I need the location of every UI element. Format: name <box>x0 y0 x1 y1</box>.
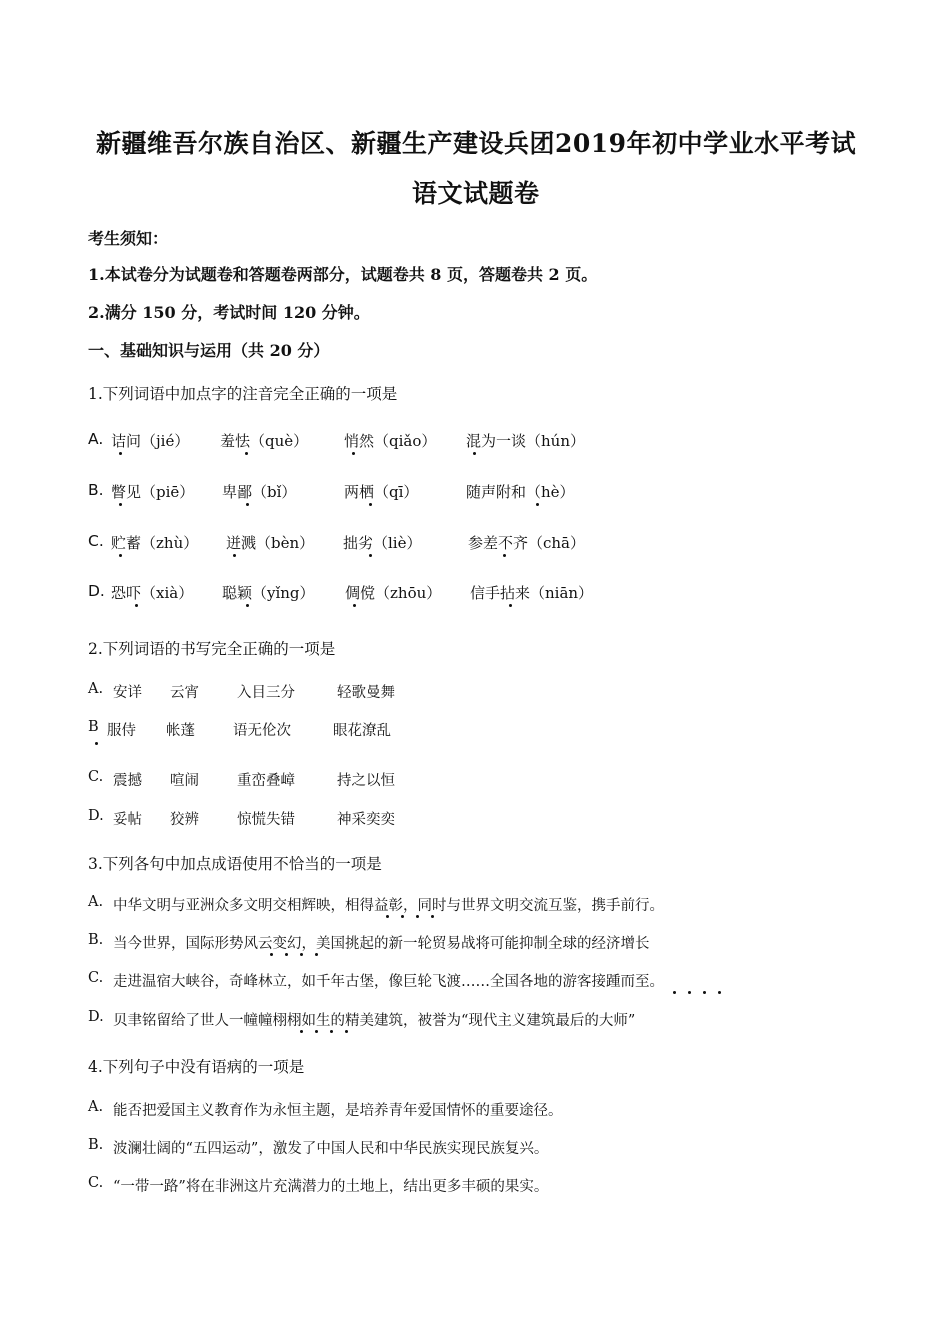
question-2-stem: 2.下列词语的书写完全正确的一项是 <box>88 640 336 658</box>
section-1-heading: 一、基础知识与运用（共 20 分） <box>88 341 330 360</box>
emphasis-dot <box>246 604 249 607</box>
notice-item-2: 2.满分 150 分，考试时间 120 分钟。 <box>88 303 370 322</box>
option-letter: B <box>88 719 99 735</box>
option-letter: C. <box>88 1175 104 1191</box>
question-1-stem: 1.下列词语中加点字的注音完全正确的一项是 <box>88 385 398 403</box>
option-item: 恐吓（xià） <box>111 584 194 602</box>
option-letter: C. <box>88 970 104 986</box>
emphasis-dot <box>369 554 372 557</box>
emphasis-dot <box>345 1030 348 1033</box>
option-item: 混为一谈（hún） <box>466 432 585 450</box>
emphasis-dot <box>536 503 539 506</box>
option-letter: A. <box>88 894 104 910</box>
exam-title-line2: 语文试题卷 <box>412 179 540 208</box>
emphasis-dot <box>353 604 356 607</box>
option-item: 重峦叠嶂 <box>237 773 295 789</box>
option-item: 卑鄙（bǐ） <box>222 483 297 501</box>
option-letter: D. <box>88 808 104 824</box>
option-item: 羞怯（què） <box>220 432 309 450</box>
emphasis-dot <box>386 915 389 918</box>
option-text: 当今世界，国际形势风云变幻，美国挑起的新一轮贸易战将可能抑制全球的经济增长 <box>113 936 650 952</box>
option-letter: A. <box>88 1099 104 1115</box>
question-3-stem: 3.下列各句中加点成语使用不恰当的一项是 <box>88 855 382 873</box>
option-item: 诘问（jié） <box>111 432 190 450</box>
notice-item-1: 1.本试卷分为试题卷和答题卷两部分，试题卷共 8 页，答题卷共 2 页。 <box>88 265 598 284</box>
emphasis-dot <box>300 1030 303 1033</box>
emphasis-dot <box>509 604 512 607</box>
emphasis-dot <box>703 991 706 994</box>
option-letter: A. <box>88 681 104 697</box>
option-item: 随声附和（hè） <box>466 483 575 501</box>
emphasis-dot <box>315 1030 318 1033</box>
emphasis-dot <box>95 742 98 745</box>
option-item: 迸溅（bèn） <box>226 534 315 552</box>
option-item: 神采奕奕 <box>337 812 395 828</box>
option-item: 喧闹 <box>170 773 199 789</box>
option-item: 持之以恒 <box>337 773 395 789</box>
emphasis-dot <box>270 953 273 956</box>
option-item: 语无伦次 <box>233 723 291 739</box>
option-item: 参差不齐（chā） <box>468 534 586 552</box>
option-item: 信手拈来（niān） <box>470 584 594 602</box>
option-item: 惊慌失错 <box>237 812 295 828</box>
emphasis-dot <box>718 991 721 994</box>
exam-title-line1: 新疆维吾尔族自治区、新疆生产建设兵团2019年初中学业水平考试 <box>96 129 857 158</box>
option-item: 贮蓄（zhù） <box>111 534 199 552</box>
option-letter: D. <box>88 582 105 600</box>
emphasis-dot <box>233 554 236 557</box>
option-letter: B. <box>88 481 104 499</box>
option-item: 狡辨 <box>170 812 199 828</box>
option-text: 能否把爱国主义教育作为永恒主题，是培养青年爱国情怀的重要途径。 <box>113 1103 563 1119</box>
option-item: 两栖（qī） <box>344 483 419 501</box>
option-text: 中华文明与亚洲众多文明交相辉映，相得益彰，同时与世界文明交流互鉴，携手前行。 <box>113 898 664 914</box>
option-text: 贝聿铭留给了世人一幢幢栩栩如生的精美建筑，被誉为“现代主义建筑最后的大师” <box>113 1013 636 1029</box>
option-item: 云宵 <box>170 685 199 701</box>
question-4-stem: 4.下列句子中没有语病的一项是 <box>88 1058 305 1076</box>
option-item: 安详 <box>113 685 142 701</box>
emphasis-dot <box>352 452 355 455</box>
option-letter: A. <box>88 430 104 448</box>
option-item: 帐蓬 <box>166 723 195 739</box>
option-text: “一带一路”将在非洲这片充满潜力的土地上，结出更多丰硕的果实。 <box>113 1179 549 1195</box>
option-letter: B. <box>88 932 104 948</box>
option-item: 妥帖 <box>113 812 142 828</box>
emphasis-dot <box>315 953 318 956</box>
emphasis-dot <box>330 1030 333 1033</box>
option-item: 震撼 <box>113 773 142 789</box>
option-letter: C. <box>88 769 104 785</box>
option-item: 轻歌曼舞 <box>337 685 395 701</box>
option-text: 波澜壮阔的“五四运动”，激发了中国人民和中华民族实现民族复兴。 <box>113 1141 549 1157</box>
emphasis-dot <box>473 452 476 455</box>
emphasis-dot <box>285 953 288 956</box>
emphasis-dot <box>369 503 372 506</box>
option-item: 倜傥（zhōu） <box>345 584 442 602</box>
emphasis-dot <box>119 503 122 506</box>
emphasis-dot <box>416 915 419 918</box>
notice-heading: 考生须知： <box>88 229 169 248</box>
emphasis-dot <box>119 452 122 455</box>
emphasis-dot <box>673 991 676 994</box>
option-item: 瞥见（piē） <box>111 483 195 501</box>
emphasis-dot <box>300 953 303 956</box>
option-item: 悄然（qiǎo） <box>344 432 437 450</box>
option-letter: C. <box>88 532 104 550</box>
option-letter: D. <box>88 1009 104 1025</box>
option-item: 聪颖（yǐng） <box>222 584 315 602</box>
option-letter: B. <box>88 1137 104 1153</box>
option-item: 入目三分 <box>237 685 295 701</box>
option-item: 拙劣（liè） <box>343 534 422 552</box>
emphasis-dot <box>401 915 404 918</box>
emphasis-dot <box>688 991 691 994</box>
emphasis-dot <box>119 554 122 557</box>
emphasis-dot <box>246 503 249 506</box>
emphasis-dot <box>135 604 138 607</box>
emphasis-dot <box>431 915 434 918</box>
emphasis-dot <box>245 452 248 455</box>
option-item: 眼花潦乱 <box>333 723 391 739</box>
emphasis-dot <box>503 554 506 557</box>
option-item: 服侍 <box>107 723 136 739</box>
option-text: 走进温宿大峡谷，奇峰林立，如千年古堡，像巨轮飞渡……全国各地的游客接踵而至。 <box>113 974 664 990</box>
